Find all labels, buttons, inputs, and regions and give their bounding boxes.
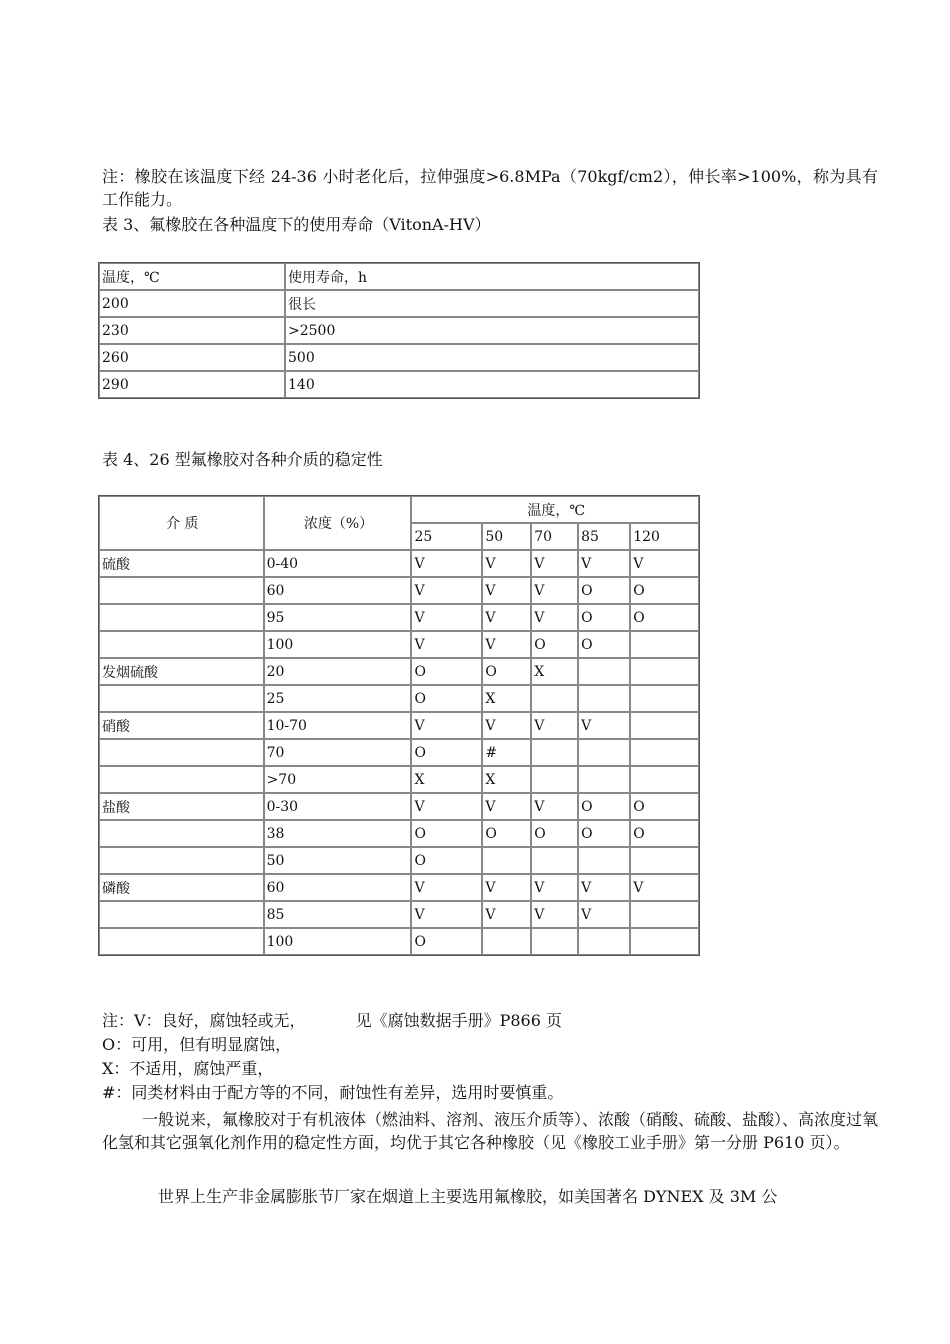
rating-cell (578, 685, 630, 712)
table-row (99, 550, 699, 577)
rating-cell: V (482, 577, 531, 604)
rating-cell: V (411, 604, 482, 631)
rating-cell (630, 712, 699, 739)
rating-cell: V (531, 550, 578, 577)
rating-cell (482, 847, 531, 874)
paragraph-general (102, 1108, 878, 1154)
medium-cell (99, 901, 264, 928)
rating-cell: # (482, 739, 531, 766)
rating-cell: V (630, 550, 699, 577)
rating-cell: V (411, 712, 482, 739)
life-cell: 500 (285, 344, 699, 371)
rating-cell: X (411, 766, 482, 793)
table-row (99, 685, 699, 712)
rating-cell: O (482, 658, 531, 685)
rating-cell: O (531, 631, 578, 658)
legend-v-text: 注：V：良好，腐蚀轻或无， (102, 1011, 306, 1030)
medium-cell (99, 928, 264, 955)
rating-cell: O (630, 820, 699, 847)
rating-cell: O (411, 658, 482, 685)
rating-cell: O (630, 793, 699, 820)
medium-cell (99, 766, 264, 793)
rating-cell: V (531, 793, 578, 820)
rating-cell: O (630, 577, 699, 604)
legend-x: X：不适用，腐蚀严重， (102, 1059, 274, 1078)
life-cell: 很长 (285, 290, 699, 317)
concentration-cell: 70 (264, 739, 412, 766)
rating-cell: O (482, 820, 531, 847)
table-row (99, 847, 699, 874)
medium-cell: 盐酸 (99, 793, 264, 820)
rating-cell (531, 928, 578, 955)
rating-cell: V (531, 577, 578, 604)
rating-cell (630, 739, 699, 766)
medium-cell (99, 604, 264, 631)
rating-cell: O (411, 739, 482, 766)
legend-o: O：可用，但有明显腐蚀， (102, 1035, 292, 1054)
table-header-row (99, 263, 699, 290)
header-temperature: 温度，℃ (99, 263, 285, 290)
rating-cell: X (482, 766, 531, 793)
table-row (99, 793, 699, 820)
rating-cell (578, 928, 630, 955)
medium-cell: 磷酸 (99, 874, 264, 901)
rating-cell (482, 928, 531, 955)
concentration-cell: 38 (264, 820, 412, 847)
medium-cell: 硝酸 (99, 712, 264, 739)
concentration-cell: 0-40 (264, 550, 412, 577)
concentration-cell: 25 (264, 685, 412, 712)
rating-cell: V (531, 874, 578, 901)
rating-cell (630, 631, 699, 658)
medium-cell: 发烟硫酸 (99, 658, 264, 685)
rating-cell (630, 847, 699, 874)
rating-cell: V (482, 550, 531, 577)
concentration-cell: 60 (264, 874, 412, 901)
paragraph-general-text: 一般说来，氟橡胶对于有机液体（燃油料、溶剂、液压介质等）、浓酸（硝酸、硫酸、盐酸）、高浓度过氧化氢和其它强氧化剂作用的稳定性方面，均优于其它各种橡胶（见《橡胶工业手册》第一分册 P610 页）。 (102, 1110, 879, 1152)
rating-cell (531, 685, 578, 712)
concentration-cell: 100 (264, 928, 412, 955)
rating-cell: V (531, 712, 578, 739)
header-temp-85: 85 (578, 523, 630, 550)
rating-cell (630, 766, 699, 793)
rating-cell: O (578, 604, 630, 631)
header-temp-25: 25 (411, 523, 482, 550)
rating-cell (578, 847, 630, 874)
rating-cell: O (630, 604, 699, 631)
table-row (99, 577, 699, 604)
rating-cell: O (578, 577, 630, 604)
rating-cell (578, 739, 630, 766)
rating-cell (630, 901, 699, 928)
rating-cell: V (411, 874, 482, 901)
table-row (99, 658, 699, 685)
table-row (99, 928, 699, 955)
table-row (99, 820, 699, 847)
paragraph-world-text: 世界上生产非金属膨胀节厂家在烟道上主要选用氟橡胶，如美国著名 DYNEX 及 3M 公 (158, 1187, 778, 1206)
rating-cell: V (578, 901, 630, 928)
rating-cell: V (531, 901, 578, 928)
header-concentration: 浓度（%） (264, 496, 412, 550)
medium-cell (99, 739, 264, 766)
table-row (99, 766, 699, 793)
rating-cell (531, 766, 578, 793)
table-row (99, 631, 699, 658)
table-row (99, 604, 699, 631)
concentration-cell: 50 (264, 847, 412, 874)
rating-cell: O (578, 631, 630, 658)
rating-cell: V (411, 577, 482, 604)
table-row (99, 317, 699, 344)
header-temperature: 温度，℃ (411, 496, 699, 523)
rating-cell: X (482, 685, 531, 712)
note-aging: 注：橡胶在该温度下经 24-36 小时老化后，拉伸强度>6.8MPa（70kgf/cm2），伸长率>100%，称为具有工作能力。 (102, 167, 878, 209)
table-row (99, 712, 699, 739)
rating-cell (630, 658, 699, 685)
rating-cell (578, 658, 630, 685)
table3-title: 表 3、氟橡胶在各种温度下的使用寿命（VitonA-HV） (102, 215, 491, 234)
medium-cell: 硫酸 (99, 550, 264, 577)
rating-cell: V (578, 874, 630, 901)
concentration-cell: 100 (264, 631, 412, 658)
table3-service-life (98, 262, 700, 399)
rating-cell: V (630, 874, 699, 901)
table-row (99, 344, 699, 371)
rating-cell (531, 739, 578, 766)
concentration-cell: 95 (264, 604, 412, 631)
rating-cell: V (411, 901, 482, 928)
medium-cell (99, 685, 264, 712)
concentration-cell: >70 (264, 766, 412, 793)
table4-body (99, 550, 699, 955)
header-temp-70: 70 (531, 523, 578, 550)
concentration-cell: 20 (264, 658, 412, 685)
rating-cell: O (578, 793, 630, 820)
rating-cell: O (411, 685, 482, 712)
temperature-cell: 260 (99, 344, 285, 371)
paragraph-world (102, 1185, 878, 1208)
rating-cell: V (411, 550, 482, 577)
rating-cell: V (578, 550, 630, 577)
rating-cell: X (531, 658, 578, 685)
legend-v (102, 1010, 562, 1032)
table4-media-stability (98, 495, 700, 956)
rating-cell: V (411, 631, 482, 658)
concentration-cell: 85 (264, 901, 412, 928)
rating-cell: O (411, 847, 482, 874)
table-row (99, 371, 699, 398)
life-cell: >2500 (285, 317, 699, 344)
medium-cell (99, 847, 264, 874)
rating-cell (578, 766, 630, 793)
table-row (99, 739, 699, 766)
medium-cell (99, 631, 264, 658)
header-service-life: 使用寿命，h (285, 263, 699, 290)
table-row (99, 874, 699, 901)
medium-cell (99, 577, 264, 604)
header-medium: 介 质 (99, 496, 264, 550)
rating-cell (531, 847, 578, 874)
rating-cell: V (482, 712, 531, 739)
table-header-row (99, 496, 699, 523)
temperature-cell: 230 (99, 317, 285, 344)
rating-cell: V (482, 901, 531, 928)
rating-cell: V (482, 874, 531, 901)
rating-cell: V (411, 793, 482, 820)
rating-cell: V (482, 631, 531, 658)
rating-cell: O (411, 820, 482, 847)
rating-cell: O (411, 928, 482, 955)
temperature-cell: 290 (99, 371, 285, 398)
header-temp-50: 50 (482, 523, 531, 550)
medium-cell (99, 820, 264, 847)
rating-cell (630, 685, 699, 712)
rating-cell: V (482, 793, 531, 820)
rating-cell: V (578, 712, 630, 739)
rating-cell (630, 928, 699, 955)
concentration-cell: 10-70 (264, 712, 412, 739)
table-row (99, 290, 699, 317)
legend-hash: #：同类材料由于配方等的不同，耐蚀性有差异，选用时要慎重。 (102, 1083, 564, 1102)
header-temp-120: 120 (630, 523, 699, 550)
rating-cell: V (531, 604, 578, 631)
rating-cell: O (531, 820, 578, 847)
rating-cell: V (482, 604, 531, 631)
temperature-cell: 200 (99, 290, 285, 317)
concentration-cell: 0-30 (264, 793, 412, 820)
table4-title: 表 4、26 型氟橡胶对各种介质的稳定性 (102, 450, 383, 469)
table-row (99, 901, 699, 928)
concentration-cell: 60 (264, 577, 412, 604)
legend-source: 见《腐蚀数据手册》P866 页 (355, 1011, 562, 1030)
life-cell: 140 (285, 371, 699, 398)
rating-cell: O (578, 820, 630, 847)
